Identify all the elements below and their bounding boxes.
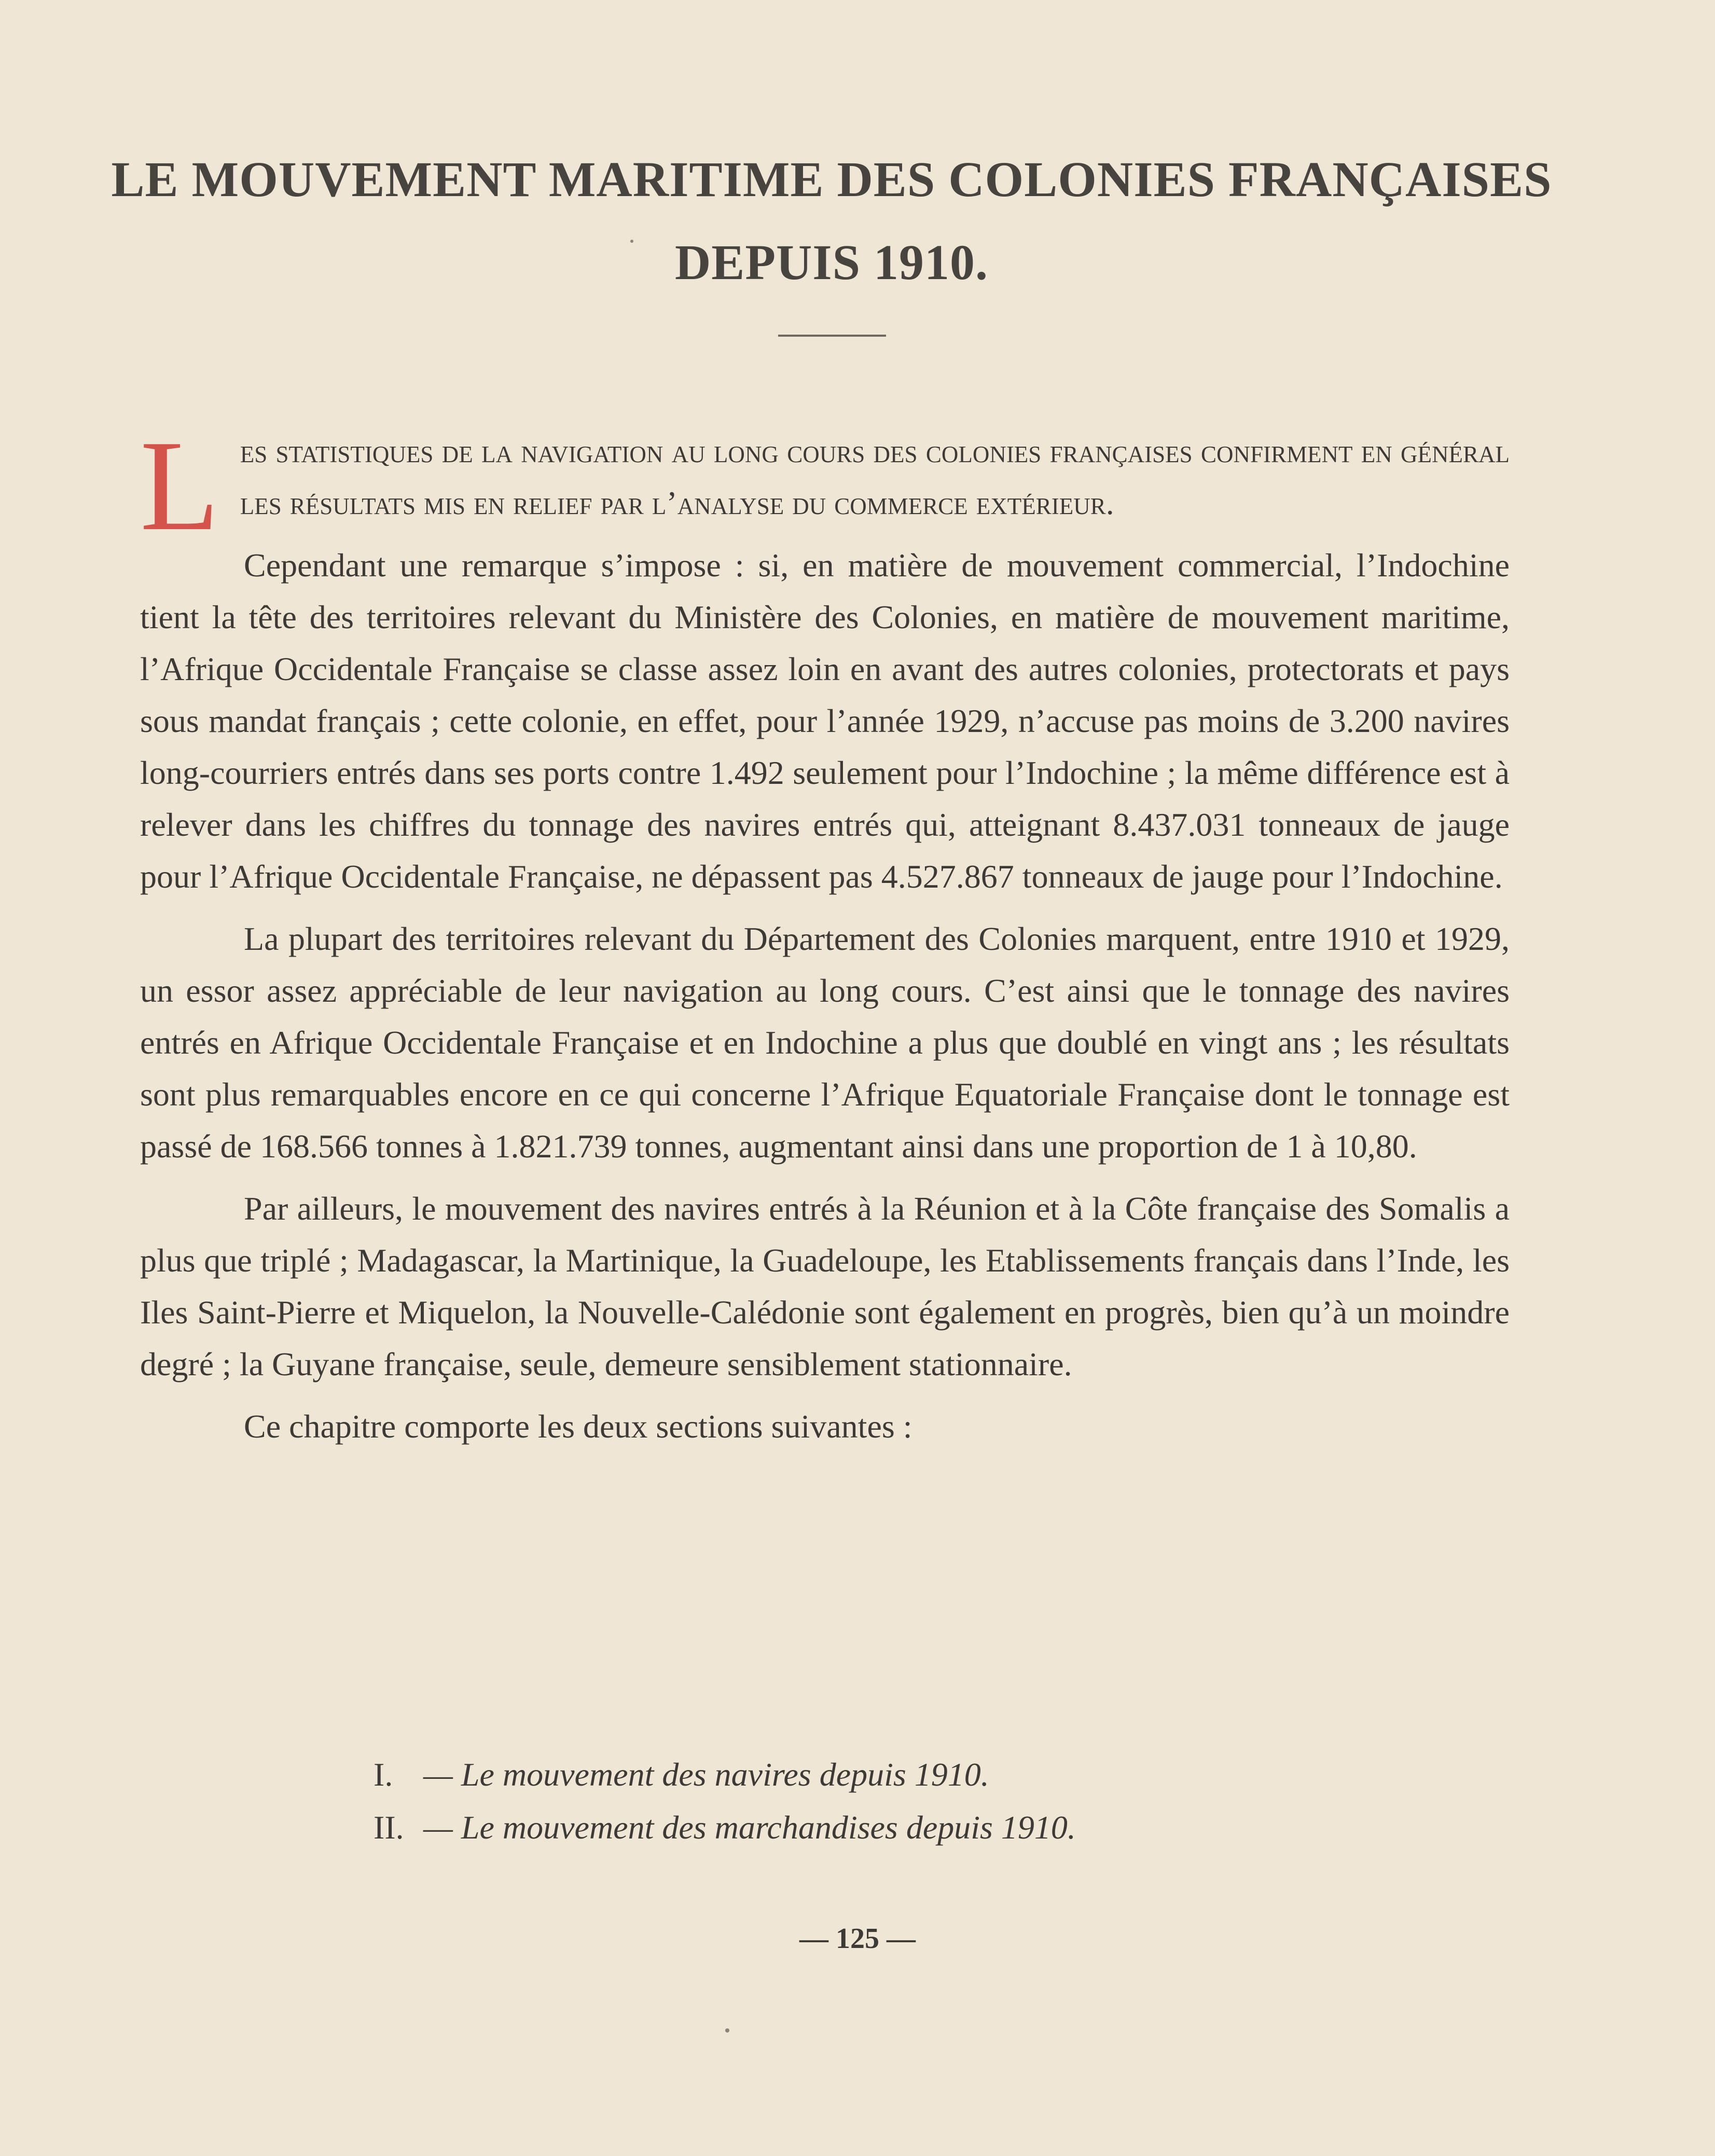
section-item	[374, 1801, 1076, 1854]
section-list	[374, 1748, 1076, 1854]
drop-cap: L	[140, 414, 219, 558]
section-number: II.	[374, 1809, 404, 1846]
paragraph-3: La plupart des territoires relevant du Département des Colonies marquent, entre 1910 et 1929, un essor assez appréciable de leur navigation au long cours. C’est ainsi que le tonnage des navires entrés en Afrique Occidentale Française et en Indochine a plus que doublé en vingt ans ; les résultats sont plus remarquables encore en ce qui concerne l’Afrique Equatoriale Française dont le tonnage est passé de 168.566 tonnes à 1.821.739 tonnes, augmentant ainsi dans une proportion de 1 à 10,80.	[140, 920, 1510, 1165]
paragraph-1	[140, 414, 1510, 558]
body-text	[140, 414, 1510, 1463]
paper-speck	[725, 2028, 729, 2033]
section-number: I.	[374, 1756, 393, 1793]
paragraph-2: Cependant une remarque s’impose : si, en matière de mouvement commercial, l’Indochine tient la tête des territoires relevant du Ministère des Colonies, en matière de mouvement maritime, l’Afrique Occidentale Française se classe assez loin en avant des autres colonies, protectorats et pays sous mandat français ; cette colonie, en effet, pour l’année 1929, n’accuse pas moins de 3.200 navires long-courriers entrés dans ses ports contre 1.492 seulement pour l’Indochine ; la même différence est à relever dans les chiffres du tonnage des navires entrés qui, atteignant 8.437.031 tonneaux de jauge pour l’Afrique Occidentale Française, ne dépassent pas 4.527.867 tonneaux de jauge pour l’Indochine.	[140, 547, 1510, 895]
section-item	[374, 1748, 1076, 1801]
paragraph-1-text: es statistiques de la navigation au long cours des colonies françaises confirment en général les résultats mis en relief par l’analyse du commerce extérieur.	[240, 433, 1510, 521]
page-title-line-1: LE MOUVEMENT MARITIME DES COLONIES FRANÇAISES	[111, 151, 1552, 207]
paragraph-5: Ce chapitre comporte les deux sections suivantes :	[244, 1408, 912, 1445]
section-title: — Le mouvement des marchandises depuis 1910.	[423, 1809, 1076, 1846]
section-title: — Le mouvement des navires depuis 1910.	[423, 1756, 989, 1793]
page-title-line-2: DEPUIS 1910.	[674, 234, 989, 290]
paragraph-4: Par ailleurs, le mouvement des navires entrés à la Réunion et à la Côte française des Somalis a plus que triplé ; Madagascar, la Martinique, la Guadeloupe, les Etablissements français dans l’Inde, les Iles Saint-Pierre et Miquelon, la Nouvelle-Calédonie sont également en progrès, bien qu’à un moindre degré ; la Guyane française, seule, demeure sensiblement stationnaire.	[140, 1190, 1510, 1383]
title-divider	[778, 335, 886, 337]
page-number: — 125 —	[799, 1923, 916, 1955]
paper-speck	[630, 240, 633, 243]
